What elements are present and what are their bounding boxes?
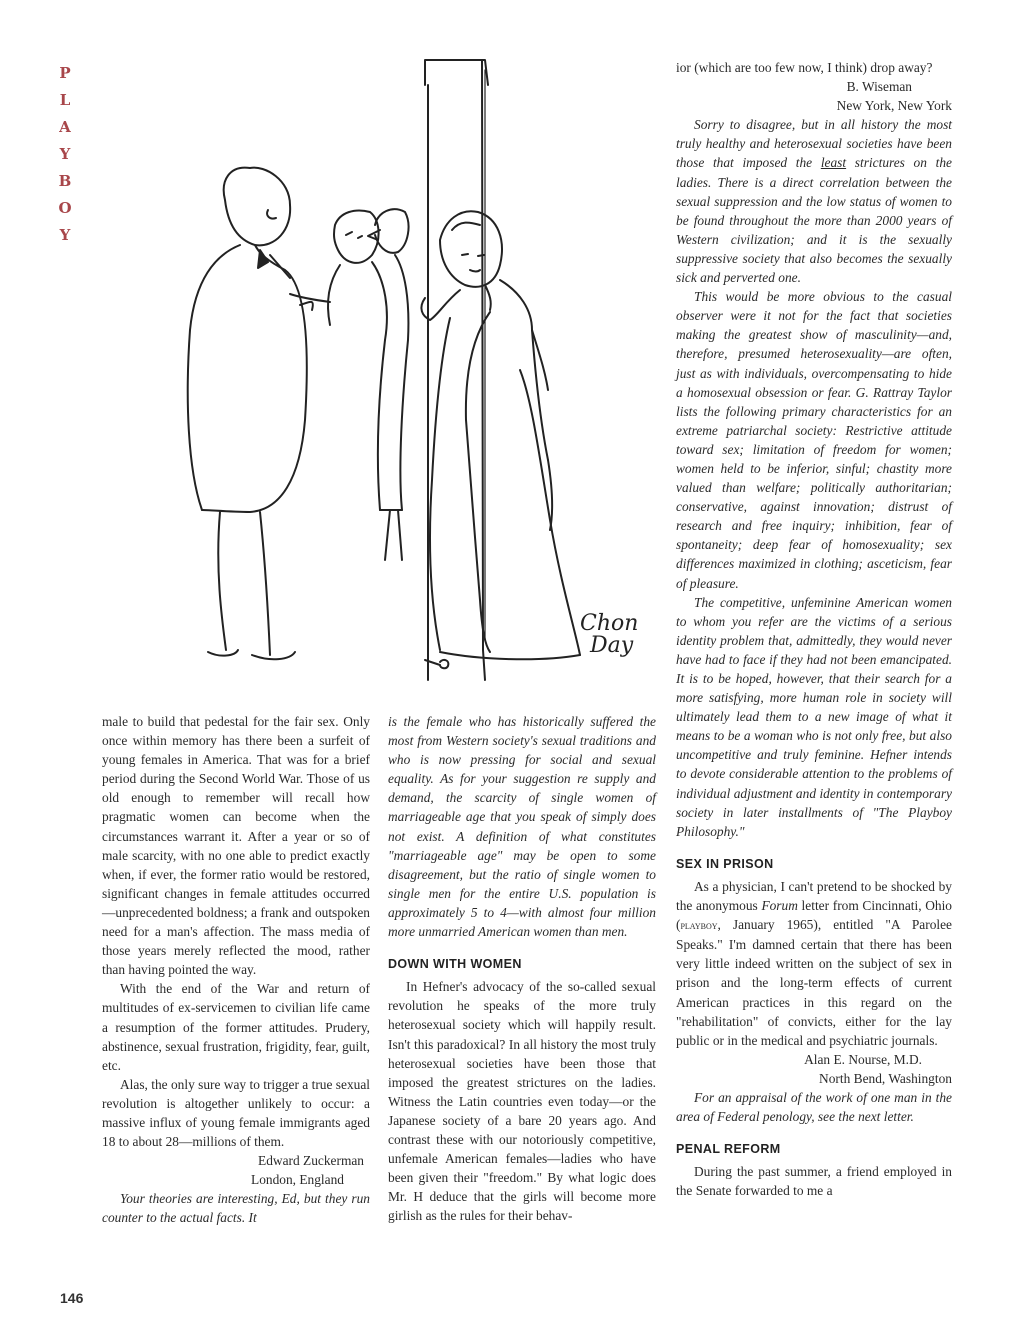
masthead-letter: L [59,91,71,109]
cartoon-signature: Day [590,633,634,658]
letter-paragraph: During the past summer, a friend employed in the Senate forwarded to me a [676,1164,952,1199]
column-2 [388,712,656,1225]
letter-paragraph: In Hefner's advocacy of the so-called sexual revolution he speaks of the more truly heterosexual society which will happily result. Isn't this paradoxical? In all history the most truly heterosexual societies have been those that imposed the greatest strictures on the ladies. Witness the Latin countries even today—or the Japanese society of a bare 20 years ago. And contrast these with our notoriously competitive, unfemale American females—ladies who have been given their "freedom." By what logic does Mr. H deduce that the girls will become more girlish as the rules for their behav- [388,979,656,1224]
cartoon-illustration [140,40,660,690]
editor-reply: is the female who has historically suffered the most from Western society's sexual traditions and who is now pressing for social and sexual equality. As for your suggestion re supply and demand, the scarcity of single women of marriageable age that you speak of simply does not exist. A definition of what constitutes "marriageable age" may be open to some disagreement, but the ratio of single women to single men for the entire U.S. population is approximately 5 to 4—with almost four million more unmarried American women than men. [388,714,656,940]
letter-signature-place: North Bend, Washington [819,1070,952,1086]
letter-signature-name: Edward Zuckerman [258,1153,364,1169]
masthead-letter: B [58,172,72,190]
letter-signature-place: New York, New York [836,98,952,114]
masthead-letter: O [58,199,72,217]
column-1 [102,712,370,1228]
editor-reply: Sorry to disagree, but in all history the most truly healthy and heterosexual societies have been those that imposed the least strictures on the ladies. There is a direct correlation between the sexual suppression and the low status of women to be found throughout the more than 2000 years of Western civilization; and it is the sexually suppressive society that also becomes the sexually sick and perverted one. [676,117,952,286]
playboy-masthead [50,60,80,249]
column-3 [676,58,952,1200]
letter-signature-name: B. Wiseman [846,79,912,95]
page-number: 146 [60,1290,84,1306]
letter-paragraph: ior (which are too few now, I think) drop away? [676,60,933,75]
editor-reply: This would be more obvious to the casual observer were it not for the fact that societies making the greatest show of masculinity—and, therefore, presumed heterosexuality—are often, just as with individuals, overcompensating to hide a homosexual obsession or fear. G. Rattray Taylor lists the following primary characteristics for an extreme patriarchal society: Restrictive attitude toward sex; limitation of freedom for women; women held to be inferior, sinful; chastity more valued than welfare; politically authoritarian; conservative, against innovation; distrust of research and free inquiry; inhibition, fear of spontaneity; deep fear of homosexuality; sex differences maximized in clothing; asceticism, fear of pleasure. [676,289,952,591]
masthead-letter: Y [59,226,71,244]
editor-reply: For an appraisal of the work of one man in the area of Federal penology, see the next letter. [676,1089,952,1125]
editor-reply: Your theories are interesting, Ed, but they run counter to the actual facts. It [102,1191,370,1226]
section-heading: DOWN WITH WOMEN [388,957,522,972]
masthead-letter: P [59,64,71,82]
letter-paragraph: As a physician, I can't pretend to be shocked by the anonymous Forum letter from Cincinnati, Ohio (playboy, January 1965), entitled "A Parolee Speaks." I'm damned certain that there has been very little indeed written on the subject of sex in prison and the long-term effects of current American practices in this regard on the "rehabilitation" of convicts, either for the lay public or in the medical and psychiatric journals. [676,878,953,1048]
cartoon-signature: Chon [580,611,639,636]
letter-signature-name: Alan E. Nourse, M.D. [804,1051,922,1067]
letter-paragraph: With the end of the War and return of multitudes of ex-servicemen to civilian life came a resumption of the former attitudes. Prudery, abstinence, sexual frustration, frigidity, fear, guilt, etc. [102,981,370,1073]
editor-reply: The competitive, unfeminine American women to whom you refer are the victims of a serious identity problem that, admittedly, they would never have had to face if they had not been emancipated. It is to be hoped, however, that their search for a more satisfying, more human role in society will ultimately lead them to a new image of what it means to be a woman who is not only free, but also uncompetitive and truly feminine. Hefner intends to devote considerable attention to the problems of individual adjustment and identity in contemporary society in later installments of "The Playboy Philosophy." [676,594,952,839]
letter-signature-place: London, England [251,1172,344,1188]
section-heading: SEX IN PRISON [676,856,774,871]
section-heading: PENAL REFORM [676,1142,781,1157]
masthead-letter: A [59,118,71,136]
letter-paragraph: Alas, the only sure way to trigger a true sexual revolution is altogether unlikely to occur: a massive influx of young female immigrants aged 18 to about 28—millions of them. [102,1076,370,1150]
letter-paragraph: male to build that pedestal for the fair sex. Only once within memory has there been a surfeit of young females in America. That was for a brief period during the Second World War. Those of us old enough to remember will recall how pragmatic women can become when the circumstances warrant it. After a year or so of male scarcity, with no one able to predict exactly when, if ever, the former ratio would be restored, significant changes in female attitudes occurred—unprecedented boldness; a frank and outspoken need for a man's affection. The mass media of those years merely reflected the mood, rather than having pointed the way. [102,714,370,978]
masthead-letter: Y [59,145,71,163]
